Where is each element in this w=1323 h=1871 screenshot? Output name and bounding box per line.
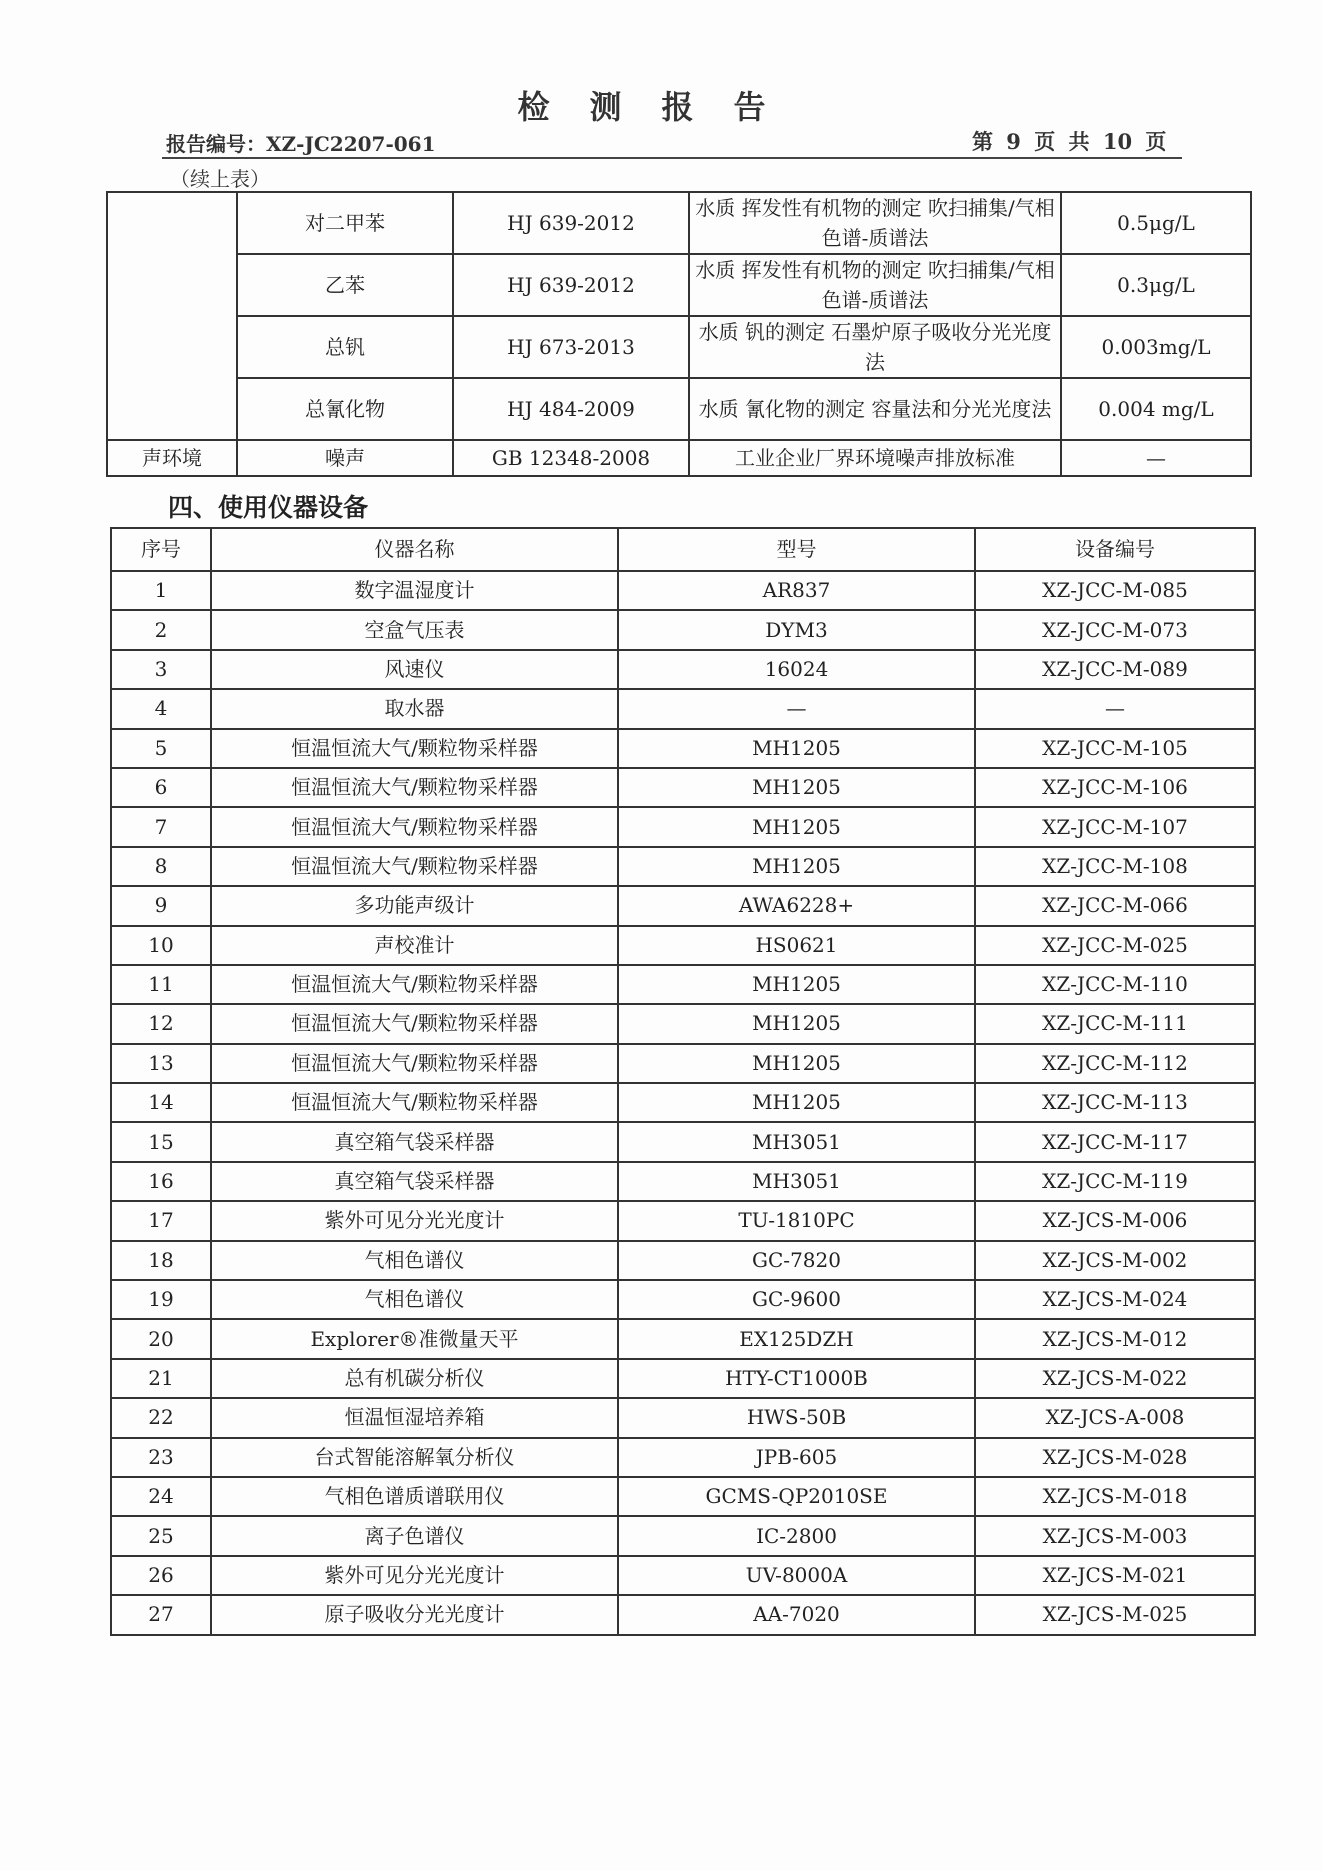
seq-cell: 24 [111,1477,211,1516]
column-header: 序号 [111,528,211,571]
name-cell: 真空箱气袋采样器 [211,1162,618,1201]
column-header: 设备编号 [975,528,1255,571]
method-cell: 水质 氰化物的测定 容量法和分光光度法 [689,378,1061,440]
equipment-id-cell: XZ-JCS-M-012 [975,1319,1255,1358]
model-cell: MH1205 [618,1044,975,1083]
limit-cell: 0.004 mg/L [1061,378,1251,440]
seq-cell: 4 [111,689,211,728]
equipment-id-cell: XZ-JCC-M-110 [975,965,1255,1004]
model-cell: DYM3 [618,610,975,649]
model-cell: MH3051 [618,1162,975,1201]
limit-cell: 0.003mg/L [1061,316,1251,378]
table-row [111,1201,1255,1240]
seq-cell: 6 [111,768,211,807]
equipment-id-cell: XZ-JCS-M-024 [975,1280,1255,1319]
equipment-id-cell: XZ-JCS-M-003 [975,1516,1255,1555]
table-row [111,689,1255,728]
page-number: 第 9 页 共 10 页 [972,129,1167,154]
item-cell: 总钒 [237,316,453,378]
column-header: 型号 [618,528,975,571]
seq-cell: 27 [111,1595,211,1634]
name-cell: 台式智能溶解氧分析仪 [211,1438,618,1477]
item-cell: 总氰化物 [237,378,453,440]
model-cell: JPB-605 [618,1438,975,1477]
seq-cell: 17 [111,1201,211,1240]
method-cell: 水质 钒的测定 石墨炉原子吸收分光光度法 [689,316,1061,378]
name-cell: 紫外可见分光光度计 [211,1556,618,1595]
table-row [107,440,1251,476]
table-row [111,886,1255,925]
table-row [111,1516,1255,1555]
name-cell: 取水器 [211,689,618,728]
method-cell: 水质 挥发性有机物的测定 吹扫捕集/气相色谱-质谱法 [689,192,1061,254]
section-title: 四、使用仪器设备 [168,493,369,522]
name-cell: 气相色谱仪 [211,1280,618,1319]
seq-cell: 13 [111,1044,211,1083]
model-cell: HTY-CT1000B [618,1359,975,1398]
limit-cell: 0.5μg/L [1061,192,1251,254]
seq-cell: 23 [111,1438,211,1477]
equipment-table-body [111,571,1255,1635]
seq-cell: 16 [111,1162,211,1201]
table-row [111,847,1255,886]
standard-cell: HJ 639-2012 [453,254,689,316]
report-title: 检测报告 [517,88,806,126]
model-cell: TU-1810PC [618,1201,975,1240]
seq-cell: 21 [111,1359,211,1398]
seq-cell: 2 [111,610,211,649]
table-row [111,1556,1255,1595]
name-cell: 总有机碳分析仪 [211,1359,618,1398]
model-cell: MH1205 [618,1004,975,1043]
seq-cell: 11 [111,965,211,1004]
name-cell: 恒温恒流大气/颗粒物采样器 [211,965,618,1004]
equipment-id-cell: XZ-JCC-M-107 [975,807,1255,846]
equipment-id-cell: XZ-JCC-M-113 [975,1083,1255,1122]
table-row [111,1162,1255,1201]
seq-cell: 22 [111,1398,211,1437]
equipment-id-cell: XZ-JCS-M-022 [975,1359,1255,1398]
seq-cell: 19 [111,1280,211,1319]
table-row [111,650,1255,689]
standard-cell: HJ 484-2009 [453,378,689,440]
model-cell: MH1205 [618,847,975,886]
model-cell: GC-7820 [618,1241,975,1280]
seq-cell: 1 [111,571,211,610]
equipment-id-cell: XZ-JCS-M-002 [975,1241,1255,1280]
equipment-id-cell: XZ-JCC-M-073 [975,610,1255,649]
seq-cell: 14 [111,1083,211,1122]
model-cell: UV-8000A [618,1556,975,1595]
seq-cell: 10 [111,926,211,965]
name-cell: 恒温恒流大气/颗粒物采样器 [211,729,618,768]
equipment-id-cell: XZ-JCC-M-108 [975,847,1255,886]
seq-cell: 25 [111,1516,211,1555]
seq-cell: 5 [111,729,211,768]
model-cell: EX125DZH [618,1319,975,1358]
category-cell: 声环境 [107,440,237,476]
equipment-id-cell: XZ-JCC-M-089 [975,650,1255,689]
equipment-id-cell: XZ-JCS-A-008 [975,1398,1255,1437]
table-row [111,1477,1255,1516]
standard-cell: GB 12348-2008 [453,440,689,476]
equipment-id-cell: XZ-JCS-M-006 [975,1201,1255,1240]
name-cell: 恒温恒流大气/颗粒物采样器 [211,1004,618,1043]
equipment-id-cell: XZ-JCS-M-018 [975,1477,1255,1516]
table-row [107,192,1251,254]
name-cell: 多功能声级计 [211,886,618,925]
table-row [111,1241,1255,1280]
equipment-table [110,527,1256,1636]
model-cell: GC-9600 [618,1280,975,1319]
equipment-id-cell: XZ-JCC-M-112 [975,1044,1255,1083]
name-cell: 恒温恒流大气/颗粒物采样器 [211,1044,618,1083]
model-cell: HWS-50B [618,1398,975,1437]
category-cell [107,192,237,440]
model-cell: HS0621 [618,926,975,965]
limit-cell: — [1061,440,1251,476]
continued-note: （续上表） [170,167,270,191]
name-cell: 恒温恒湿培养箱 [211,1398,618,1437]
name-cell: 声校准计 [211,926,618,965]
table-row [111,1044,1255,1083]
name-cell: 真空箱气袋采样器 [211,1122,618,1161]
table-row [111,1122,1255,1161]
standard-cell: HJ 639-2012 [453,192,689,254]
equipment-id-cell: XZ-JCC-M-111 [975,1004,1255,1043]
table-row [111,571,1255,610]
seq-cell: 7 [111,807,211,846]
table-row [111,768,1255,807]
equipment-id-cell: XZ-JCS-M-028 [975,1438,1255,1477]
report-number: 报告编号：XZ-JC2207-061 [166,132,436,156]
equipment-id-cell: XZ-JCC-M-119 [975,1162,1255,1201]
methods-table [106,191,1252,477]
item-cell: 乙苯 [237,254,453,316]
item-cell: 对二甲苯 [237,192,453,254]
table-row [107,316,1251,378]
model-cell: AA-7020 [618,1595,975,1634]
model-cell: MH1205 [618,1083,975,1122]
name-cell: 气相色谱仪 [211,1241,618,1280]
table-row [111,965,1255,1004]
header-rule [162,157,1182,159]
equipment-id-cell: XZ-JCC-M-105 [975,729,1255,768]
model-cell: MH1205 [618,768,975,807]
seq-cell: 18 [111,1241,211,1280]
name-cell: 原子吸收分光光度计 [211,1595,618,1634]
name-cell: 空盒气压表 [211,610,618,649]
seq-cell: 20 [111,1319,211,1358]
model-cell: GCMS-QP2010SE [618,1477,975,1516]
name-cell: 数字温湿度计 [211,571,618,610]
seq-cell: 8 [111,847,211,886]
name-cell: 气相色谱质谱联用仪 [211,1477,618,1516]
equipment-id-cell: XZ-JCC-M-106 [975,768,1255,807]
table-row [111,1595,1255,1634]
table-row [111,1004,1255,1043]
name-cell: Explorer®准微量天平 [211,1319,618,1358]
name-cell: 恒温恒流大气/颗粒物采样器 [211,847,618,886]
name-cell: 离子色谱仪 [211,1516,618,1555]
model-cell: MH1205 [618,729,975,768]
seq-cell: 3 [111,650,211,689]
equipment-id-cell: XZ-JCC-M-085 [975,571,1255,610]
name-cell: 恒温恒流大气/颗粒物采样器 [211,768,618,807]
name-cell: 风速仪 [211,650,618,689]
model-cell: AR837 [618,571,975,610]
model-cell: — [618,689,975,728]
method-cell: 水质 挥发性有机物的测定 吹扫捕集/气相色谱-质谱法 [689,254,1061,316]
table-row [111,610,1255,649]
equipment-id-cell: XZ-JCC-M-117 [975,1122,1255,1161]
limit-cell: 0.3μg/L [1061,254,1251,316]
table-row [111,1438,1255,1477]
method-cell: 工业企业厂界环境噪声排放标准 [689,440,1061,476]
name-cell: 紫外可见分光光度计 [211,1201,618,1240]
model-cell: MH1205 [618,807,975,846]
seq-cell: 26 [111,1556,211,1595]
seq-cell: 12 [111,1004,211,1043]
equipment-id-cell: XZ-JCS-M-025 [975,1595,1255,1634]
model-cell: AWA6228+ [618,886,975,925]
name-cell: 恒温恒流大气/颗粒物采样器 [211,1083,618,1122]
equipment-id-cell: XZ-JCC-M-066 [975,886,1255,925]
table-row [107,254,1251,316]
table-row [111,1319,1255,1358]
column-header: 仪器名称 [211,528,618,571]
model-cell: MH1205 [618,965,975,1004]
equipment-id-cell: — [975,689,1255,728]
seq-cell: 9 [111,886,211,925]
table-row [111,1398,1255,1437]
table-row [111,807,1255,846]
model-cell: MH3051 [618,1122,975,1161]
table-row [107,378,1251,440]
table-row [111,1280,1255,1319]
item-cell: 噪声 [237,440,453,476]
table-row [111,729,1255,768]
table-row [111,1359,1255,1398]
model-cell: IC-2800 [618,1516,975,1555]
equipment-id-cell: XZ-JCS-M-021 [975,1556,1255,1595]
model-cell: 16024 [618,650,975,689]
table-row [111,1083,1255,1122]
name-cell: 恒温恒流大气/颗粒物采样器 [211,807,618,846]
standard-cell: HJ 673-2013 [453,316,689,378]
equipment-id-cell: XZ-JCC-M-025 [975,926,1255,965]
seq-cell: 15 [111,1122,211,1161]
table-header-row [111,528,1255,571]
table-row [111,926,1255,965]
